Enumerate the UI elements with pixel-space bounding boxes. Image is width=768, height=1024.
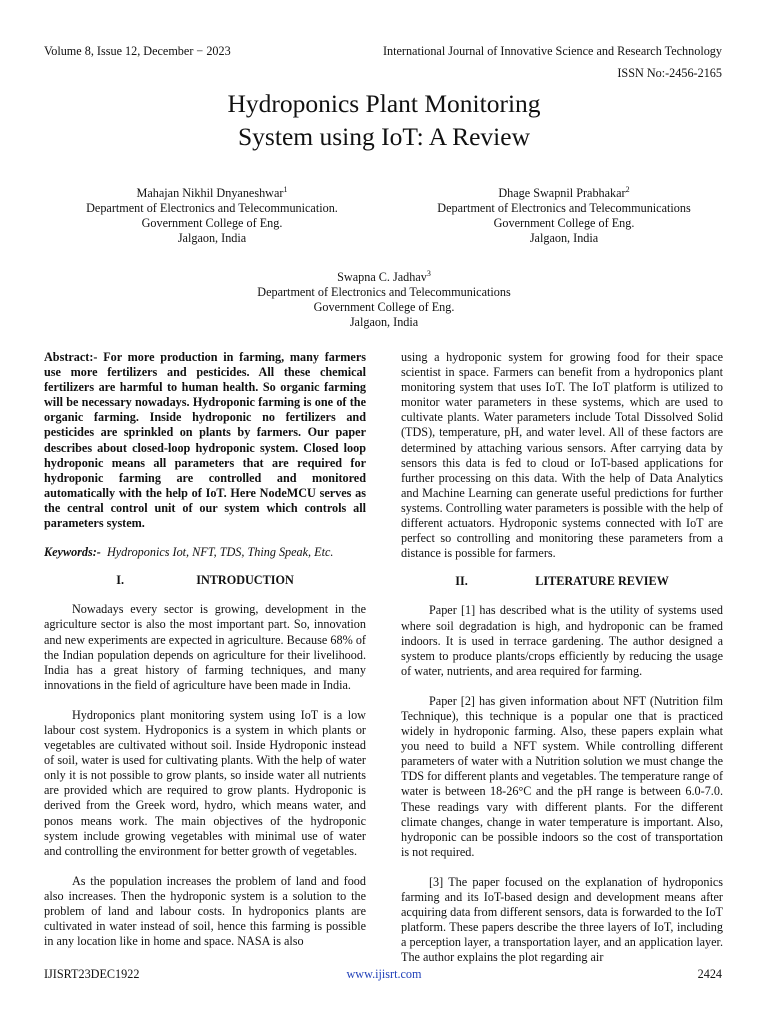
author-college: Government College of Eng. xyxy=(313,300,455,315)
author-name: Dhage Swapnil Prabhakar$^2$ xyxy=(498,185,630,201)
author-block-3 xyxy=(0,266,768,330)
review-paragraph-1: Paper [1] has described what is the utility of systems used where soil degradation is high, and hydroponic can be framed indoors. It is used in terrace gardening. The author designed a system to produce plants/crops efficiently by reducing the usage of water, nutrients, and area required for farming. xyxy=(401,603,723,678)
author-city: Jalgaon, India xyxy=(349,315,419,330)
intro-paragraph-1: Nowadays every sector is growing, development in the agriculture sector is also the most important part. So, innovation and new experiments are expected in agriculture. Because 68% of the Indian population depends on agriculture for their livelihood. India has a great history of farming techniques, and many innovations in the field of agriculture have been made in India. xyxy=(44,602,366,692)
journal-name: International Journal of Innovative Science and Research Technology xyxy=(382,44,722,58)
left-column xyxy=(44,350,366,949)
author-dept: Department of Electronics and Telecommunication. xyxy=(86,201,338,216)
footer-url-link[interactable]: www.ijisrt.com xyxy=(346,967,422,981)
intro-paragraph-3: As the population increases the problem of land and food also increases. Then the hydroponic system is a solution to the problem of land and labour costs. In hydroponics plants are cultivated in water instead of soil, hence this farming is possible in any location like in home and space. NASA is also xyxy=(44,873,366,949)
keywords xyxy=(44,545,366,560)
section-heading-introduction: I. INTRODUCTION xyxy=(116,573,294,588)
intro-paragraph-2: Hydroponics plant monitoring system using IoT is a low labour cost system. Hydroponics is a system in which plants or vegetables are cultivated without soil. Inside Hydroponic instead of soil, water is used for cultivating plants. With the help of water only it is not possible to grow plants, so inside water all nutrients are provided which are required to grow plants. Hydroponic is derived from the Greek word, hydro, which means water, and ponos means work. The main objectives of the hydroponic system include growing vegetables with minimal use of water and controlling the environment for better growth of vegetables. xyxy=(44,707,366,858)
title-line-2: System using IoT: A Review xyxy=(238,122,530,151)
keywords-text: Hydroponics Iot, NFT, TDS, Thing Speak, Etc. xyxy=(106,545,334,560)
author-city: Jalgaon, India xyxy=(177,231,247,246)
author-dept: Department of Electronics and Telecommunications xyxy=(437,201,691,216)
keywords-label: Keywords:- xyxy=(44,545,101,560)
issn: ISSN No:-2456-2165 xyxy=(617,66,722,80)
title-line-1: Hydroponics Plant Monitoring xyxy=(227,89,541,118)
author-block-2 xyxy=(400,182,728,246)
review-paragraph-2: Paper [2] has given information about NFT (Nutrition film Technique), this technique is a popular one that is practiced widely in hydroponic farming. Also, these papers explain what you need to build a NFT system. While controlling different parameters of water with a Nutrition solution we must change the TDS for different plants and vegetables. The temperature range of water is between 18-26°C and the pH range is between 6.0-7.0. These readings vary with different plants. For the different climate changes, change in water temperature is important. Also, hydroponic can be possible indoors so the cost of transportation is not required. xyxy=(401,693,723,859)
author-dept: Department of Electronics and Telecommunications xyxy=(257,285,511,300)
volume-info: Volume 8, Issue 12, December − 2023 xyxy=(44,44,231,58)
author-name: Mahajan Nikhil Dnyaneshwar$^1$ xyxy=(136,185,288,201)
abstract: Abstract:- For more production in farming, many farmers use more fertilizers and pesticides. All these chemical fertilizers are harmful to human health. So organic farming will be necessary nowadays. Hydroponic farming is one of the organic farming. Inside hydroponic no fertilizers and pesticides are sprinkled on plants by farmers. Our paper describes about closed-loop hydroponic system. Closed loop hydroponic means all parameters that are required for hydroponic farming are controlled and monitored automatically with the help of IoT. Here NodeMCU serves as the central control unit of our system which controls all parameters system. xyxy=(44,350,366,531)
author-name: Swapna C. Jadhav$^3$ xyxy=(337,269,431,285)
author-college: Government College of Eng. xyxy=(493,216,635,231)
section-heading-literature-review: II. LITERATURE REVIEW xyxy=(455,574,669,589)
page-number: 2424 xyxy=(697,967,722,981)
author-block-1 xyxy=(44,182,380,246)
paper-title xyxy=(0,87,768,153)
review-paragraph-3: [3] The paper focused on the explanation of hydroponics farming and its IoT-based design and development means after acquiring data from different sensors, data is forwarded to the IoT platform. These papers describe the three layers of IoT, including a perception layer, a transportation layer, and an application layer. The author explains the plot regarding air xyxy=(401,874,723,965)
author-city: Jalgaon, India xyxy=(529,231,599,246)
intro-paragraph-continued: using a hydroponic system for growing food for their space scientist in space. Farmers can benefit from a hydroponics plant monitoring system that uses IoT. The IoT platform is utilized to monitor water parameters in these systems, which are used to cultivate plants. Water parameters include Total Dissolved Solid (TDS), temperature, pH, and water level. All of these factors are determined by attaching various sensors. After carrying data by sensors this data is fed to cloud or IoT-based applications for further processing on this data. With the help of Data Analytics and Machine Learning can generate useful predictions for further systems. Controlling water parameters is possible with the help of different actuators. Hydroponic systems connected with IoT are perfect so controlling and monitoring these parameters from a distance is possible for farmers. xyxy=(401,350,723,561)
author-college: Government College of Eng. xyxy=(141,216,283,231)
right-column xyxy=(401,350,723,965)
footer-code: IJISRT23DEC1922 xyxy=(44,967,140,981)
